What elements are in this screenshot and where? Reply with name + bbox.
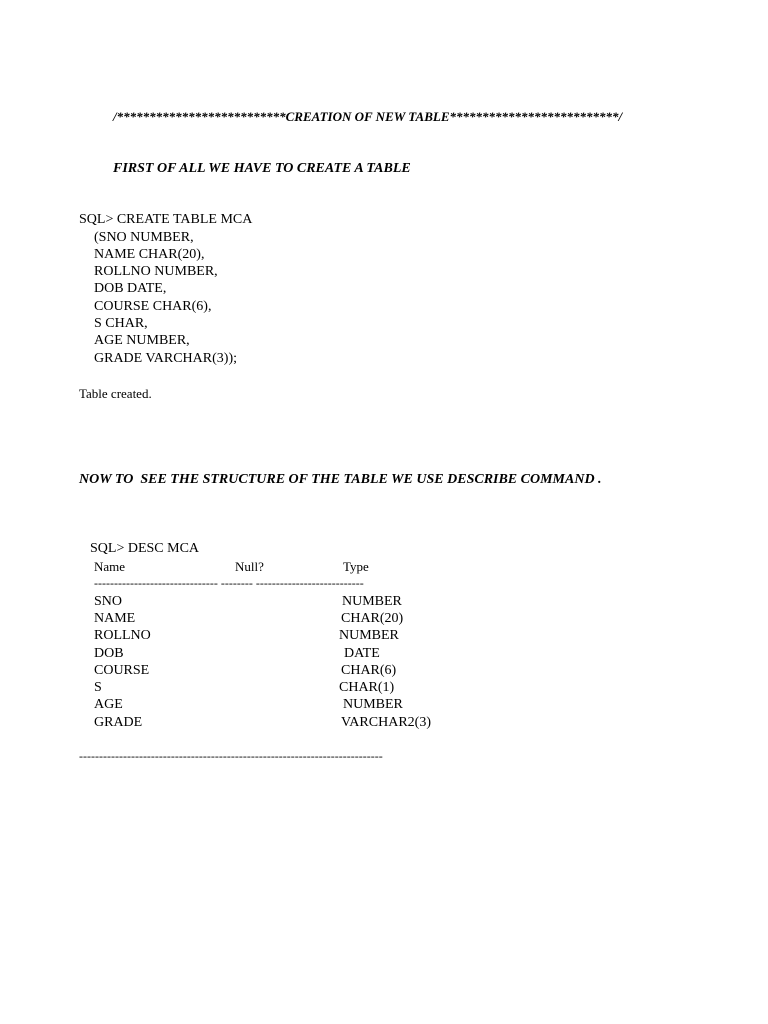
row-column-name: ROLLNO xyxy=(94,628,151,643)
row-column-type: DATE xyxy=(344,646,380,661)
row-column-name: S xyxy=(94,680,102,695)
column-header-name: Name xyxy=(94,559,126,574)
create-sql-line: NAME CHAR(20), xyxy=(94,247,205,262)
row-column-type: CHAR(1) xyxy=(339,680,395,695)
row-column-name: DOB xyxy=(94,646,124,661)
create-sql-line: COURSE CHAR(6), xyxy=(94,299,212,314)
row-column-name: SNO xyxy=(94,594,123,609)
footer-rule: ---------------------------------------------------------------------------- xyxy=(79,749,383,763)
create-sql-line: S CHAR, xyxy=(94,316,148,331)
row-column-type: CHAR(20) xyxy=(341,611,404,626)
table-separator: ------------------------------- -------- --------------------------- xyxy=(94,576,364,590)
intro-text: FIRST OF ALL WE HAVE TO CREATE A TABLE xyxy=(113,161,411,176)
describe-intro: NOW TO SEE THE STRUCTURE OF THE TABLE WE USE DESCRIBE COMMAND . xyxy=(79,472,602,487)
create-sql-line: AGE NUMBER, xyxy=(94,333,190,348)
row-column-type: NUMBER xyxy=(342,594,402,609)
create-result: Table created. xyxy=(79,386,152,401)
column-header-type: Type xyxy=(343,559,369,574)
create-sql-line: ROLLNO NUMBER, xyxy=(94,264,218,279)
row-column-name: NAME xyxy=(94,611,136,626)
section-heading: /**************************CREATION OF NEW TABLE**************************/ xyxy=(113,109,623,124)
row-column-type: VARCHAR2(3) xyxy=(341,715,431,730)
row-column-type: NUMBER xyxy=(343,697,403,712)
row-column-name: GRADE xyxy=(94,715,143,730)
row-column-name: AGE xyxy=(94,697,123,712)
create-sql-line: SQL> CREATE TABLE MCA xyxy=(79,212,253,227)
row-column-name: COURSE xyxy=(94,663,150,678)
create-sql-line: GRADE VARCHAR(3)); xyxy=(94,351,237,366)
create-sql-line: DOB DATE, xyxy=(94,281,167,296)
create-sql-line: (SNO NUMBER, xyxy=(94,230,194,245)
row-column-type: NUMBER xyxy=(339,628,399,643)
desc-sql-line: SQL> DESC MCA xyxy=(90,541,200,556)
row-column-type: CHAR(6) xyxy=(341,663,397,678)
column-header-null: Null? xyxy=(235,559,264,574)
